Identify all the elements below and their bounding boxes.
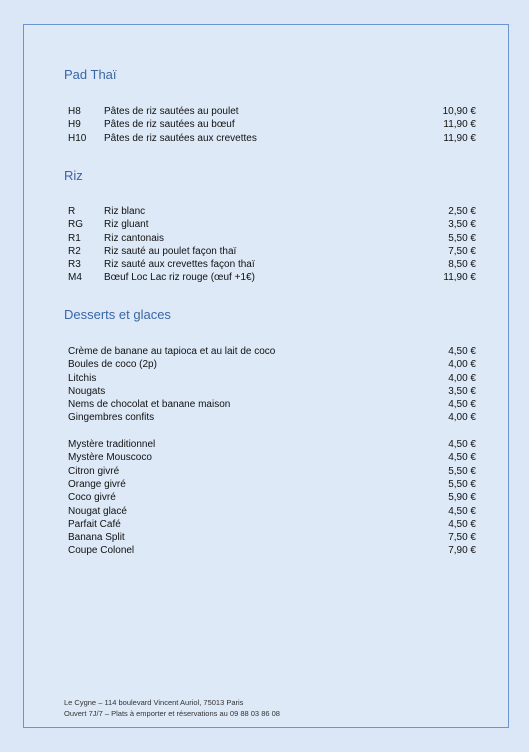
menu-item [68,105,476,118]
item-price: 11,90 € [443,132,476,144]
item-price: 4,50 € [448,505,476,517]
item-code: R3 [68,259,81,271]
item-name: Riz sauté au poulet façon thaï [104,245,237,257]
item-price: 5,50 € [448,465,476,477]
item-price: 11,90 € [443,272,476,284]
menu-item [68,385,476,398]
menu-item [68,411,476,424]
menu-item [68,398,476,411]
item-code: H10 [68,132,87,144]
item-name: Riz sauté aux crevettes façon thaï [104,259,255,271]
menu-item [68,451,476,464]
menu-item [68,345,476,358]
item-name: Litchis [68,372,97,384]
menu-item [68,505,476,518]
footer-hours: Ouvert 7J/7 – Plats à emporter et réservations au 09 88 03 86 08 [64,709,280,718]
item-price: 5,50 € [448,232,476,244]
item-code: RG [68,219,83,231]
menu-item [68,358,476,371]
item-price: 4,50 € [448,346,476,357]
item-name: Pâtes de riz sautées aux crevettes [104,132,257,144]
item-price: 11,90 € [443,119,476,131]
menu-item [68,218,476,231]
menu-item [68,232,476,245]
item-name: Mystère traditionnel [68,439,156,451]
menu-item [68,465,476,478]
menu-item [68,205,476,218]
item-name: Orange givré [68,478,126,490]
item-name: Riz blanc [104,206,146,217]
item-code: R2 [68,245,81,257]
menu-item [68,491,476,504]
item-name: Citron givré [68,465,120,477]
item-code: H9 [68,119,81,131]
menu-item [68,245,476,258]
item-name: Banana Split [68,532,125,544]
item-price: 7,90 € [448,545,476,557]
menu-item [68,544,476,557]
item-price: 8,50 € [448,259,476,271]
item-name: Coco givré [68,492,116,504]
item-price: 4,00 € [448,359,476,371]
item-price: 4,50 € [448,439,476,451]
item-price: 5,90 € [448,492,476,504]
menu-item [68,531,476,544]
item-price: 4,00 € [448,412,476,424]
footer [64,697,280,719]
item-name: Nougats [68,385,106,397]
item-name: Pâtes de riz sautées au poulet [104,106,239,117]
item-code: M4 [68,272,82,284]
item-price: 10,90 € [442,106,476,117]
group-spacer [68,425,476,438]
item-name: Riz cantonais [104,232,165,244]
menu-item [68,118,476,131]
menu-item [68,372,476,385]
item-price: 4,50 € [448,399,476,411]
menu-page [23,24,509,728]
menu-item [68,258,476,271]
item-price: 7,50 € [448,532,476,544]
item-code: R1 [68,232,81,244]
item-name: Crème de banane au tapioca et au lait de coco [68,346,276,357]
menu-item [68,132,476,145]
item-price: 5,50 € [448,478,476,490]
item-name: Nems de chocolat et banane maison [68,399,231,411]
item-price: 4,00 € [448,372,476,384]
item-price: 3,50 € [448,385,476,397]
item-name: Bœuf Loc Lac riz rouge (œuf +1€) [104,272,255,284]
pad-thai-list [68,105,476,145]
item-name: Gingembres confits [68,412,155,424]
item-price: 7,50 € [448,245,476,257]
item-name: Nougat glacé [68,505,127,517]
item-price: 4,50 € [448,518,476,530]
item-price: 3,50 € [448,219,476,231]
item-name: Coupe Colonel [68,545,135,557]
footer-address: Le Cygne – 114 boulevard Vincent Auriol, 75013 Paris [64,698,244,707]
item-name: Riz gluant [104,219,149,231]
section-title-pad-thai: Pad Thaï [64,67,117,82]
desserts-list [68,345,476,558]
item-name: Parfait Café [68,518,121,530]
item-name: Boules de coco (2p) [68,359,157,371]
menu-item [68,271,476,284]
item-price: 4,50 € [448,452,476,464]
item-name: Pâtes de riz sautées au bœuf [104,119,235,131]
menu-item [68,518,476,531]
menu-item [68,438,476,451]
riz-list [68,205,476,285]
item-price: 2,50 € [448,206,476,217]
section-title-riz: Riz [64,168,83,183]
item-name: Mystère Mouscoco [68,452,152,464]
menu-item [68,478,476,491]
item-code: H8 [68,106,81,117]
item-code: R [68,206,76,217]
section-title-desserts: Desserts et glaces [64,307,171,322]
